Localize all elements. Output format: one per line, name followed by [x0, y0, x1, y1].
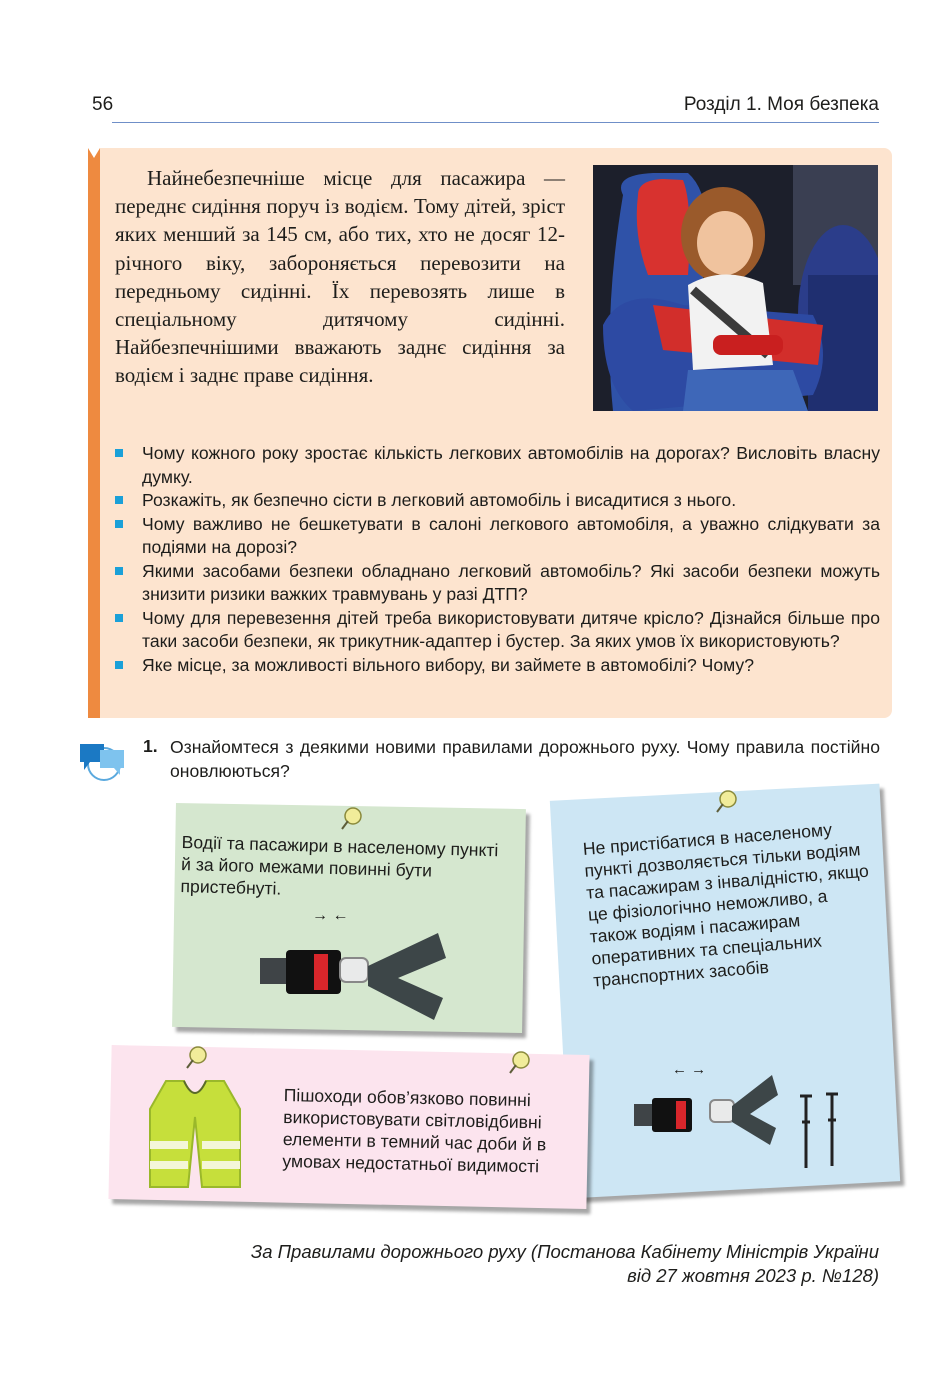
reflective-vest-icon: [144, 1077, 246, 1191]
seatbelt-buckle-icon: [258, 928, 448, 1023]
note-green-text: Водії та пасажири в населеному пункті й за його межами повинні бути пристебнуті.: [180, 831, 499, 899]
info-box-notch: [88, 148, 100, 158]
list-item: Чому кожного року зростає кількість легкових автомобілів на дорогах? Висловіть власну думку.: [115, 442, 880, 489]
info-paragraph: Найнебезпечніше місце для пасажира — переднє сидіння поруч із водієм. Тому дітей, зріст яких менший за 145 см, або тих, хто не досяг 12-річного віку, забороняється перевозити на передньому сидінні. Їх перевозять лише в спеціальному дитячому сидінні. Найбезпечнішими вважають заднє сидіння за водієм і заднє праве сидіння.: [115, 166, 565, 388]
bullet-icon: [115, 520, 123, 528]
bullet-icon: [115, 567, 123, 575]
bullet-icon: [115, 661, 123, 669]
task-text: Ознайомтеся з деякими новими правилами дорожнього руху. Чому правила постійно оновлюються?: [170, 737, 880, 781]
section-title: Розділ 1. Моя безпека: [683, 94, 879, 115]
pushpin-icon: [339, 806, 365, 832]
bullet-icon: [115, 449, 123, 457]
list-item: Розкажіть, як безпечно сісти в легковий автомобіль і висадитися з нього.: [115, 489, 880, 513]
pushpin-icon: [184, 1045, 210, 1071]
info-box-accent-bar: [88, 148, 100, 718]
unbuckled-seatbelt-icon: [632, 1070, 782, 1145]
list-item: Чому важливо не бешкетувати в салоні легкового автомобіля, а уважно слідкувати за подіями на дорозі?: [115, 513, 880, 560]
pushpin-icon: [507, 1050, 533, 1076]
task-number: 1.: [143, 736, 158, 756]
header-divider: [112, 122, 879, 123]
list-item: Чому для перевезення дітей треба використовувати дитяче крісло? Дізнайся більше про таки засоби безпеки, як трикутник-адаптер і бустер. За яких умов їх використовують?: [115, 607, 880, 654]
discussion-icon: [78, 738, 128, 782]
bullet-icon: [115, 614, 123, 622]
child-in-car-seat-photo: [593, 165, 878, 411]
list-item: Яке місце, за можливості вільного вибору, ви займете в автомобілі? Чому?: [115, 654, 880, 678]
arrows-fasten: → ←: [312, 907, 349, 924]
arrows-unfasten: ← →: [672, 1061, 707, 1078]
list-item: Якими засобами безпеки обладнано легковий автомобіль? Які засоби безпеки можуть знизити ризики важких травмувань у разі ДТП?: [115, 560, 880, 607]
pushpin-icon: [714, 789, 740, 815]
crutches-icon: [792, 1092, 847, 1170]
bullet-icon: [115, 496, 123, 504]
note-pink-text: Пішоходи обов’язково повинні використовувати світловідбивні елементи в темний час доби й в умовах недостатньої видимості: [282, 1084, 547, 1177]
page-number: 56: [92, 94, 114, 115]
source-citation: За Правилами дорожнього руху (Постанова Кабінету Міністрів України від 27 жовтня 2023 р. №128): [250, 1241, 879, 1286]
question-list: [115, 442, 880, 677]
note-blue-text: Не пристібатися в населеному пункті дозволяється тільки водіям та пасажирам з інвалідністю, якщо це фізіологічно неможливо, а також водіям і пасажирам оперативних та спеціальних транспортних засобів: [582, 819, 870, 991]
